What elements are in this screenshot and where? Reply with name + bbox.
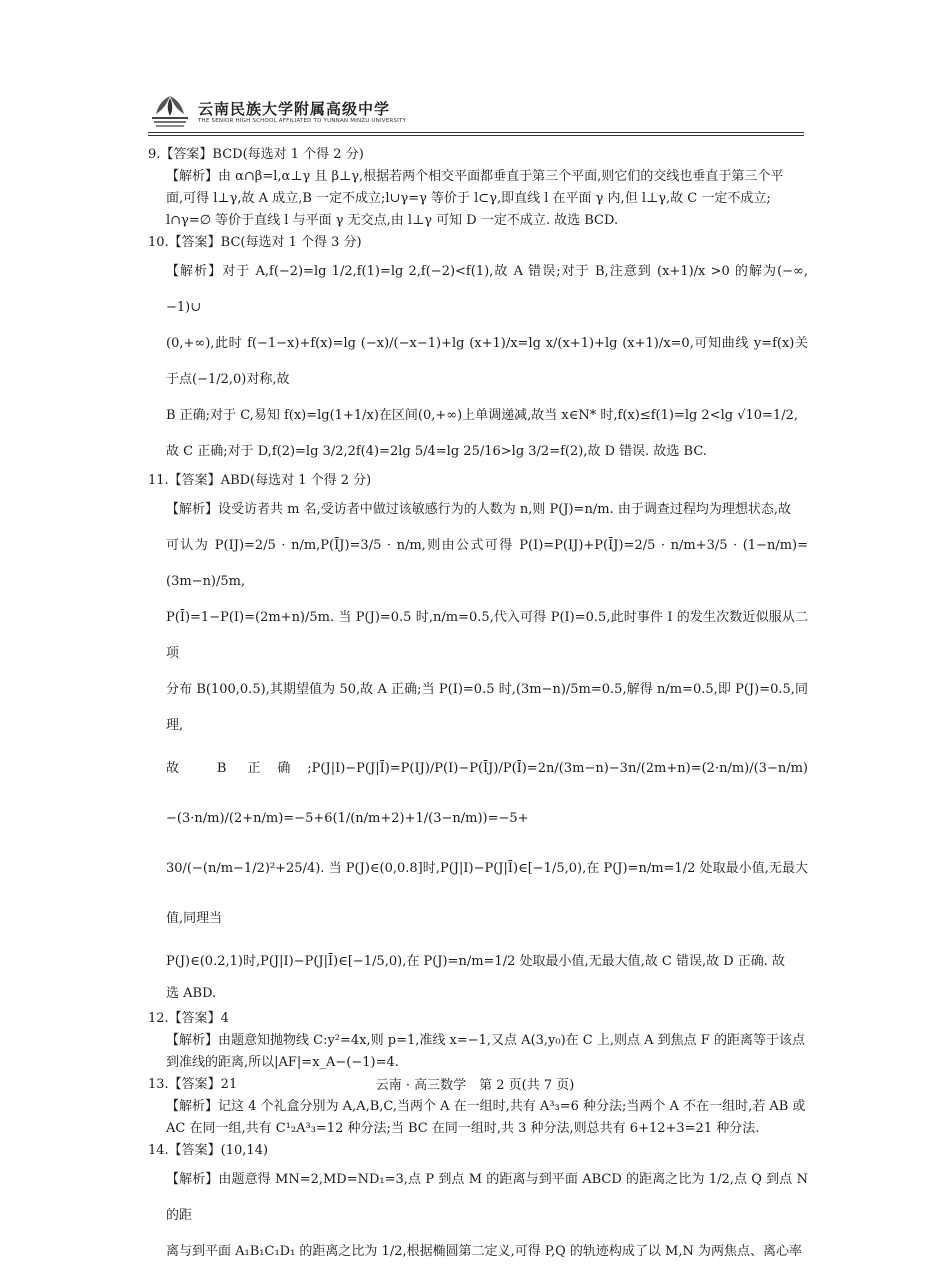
explanation-line: 【解析】记这 4 个礼盒分别为 A,A,B,C,当两个 A 在一组时,共有 A³₃=6 种分法;当两个 A 不在一组时,若 AB 或 [166,1099,806,1114]
answer-line: 11.【答案】ABD(每选对 1 个得 2 分) [148,473,372,488]
school-logo-icon [148,92,192,130]
header-rule [148,132,804,133]
answer-line: 10.【答案】BC(每选对 1 个得 3 分) [148,235,362,250]
header-rule-thin [148,135,804,136]
school-name-en: THE SENIOR HIGH SCHOOL AFFILIATED TO YUNNAN MINZU UNIVERSITY [198,118,407,124]
explanation-line: 【解析】由 α∩β=l,α⊥γ 且 β⊥γ,根据若两个相交平面都垂直于第三个平面,则它们的交线也垂直于第三个平 [166,169,784,184]
explanation-line: 【解析】设受访者共 m 名,受访者中做过该敏感行为的人数为 n,则 P(J)=n/m. 由于调查过程均为理想状态,故 [166,502,791,517]
page-header [148,92,804,132]
explanation-line: 分布 B(100,0.5),其期望值为 50,故 A 正确;当 P(I)=0.5 时,(3m−n)/5m=0.5,解得 n/m=0.5,即 P(J)=0.5,同理, [166,682,808,733]
explanation-line: 故 C 正确;对于 D,f(2)=lg 3/2,2f(4)=2lg 5/4=lg 25/16>lg 3/2=f(2),故 D 错误. 故选 BC. [166,444,707,459]
question-11 [148,470,808,1008]
explanation-line: 可认为 P(IJ)=2/5 · n/m,P(ĪJ)=3/5 · n/m,则由公式可得 P(I)=P(IJ)+P(ĪJ)=2/5 · n/m+3/5 · (1−n/m)=(3m−n)/5m, [166,538,808,589]
answer-line: 13.【答案】21 [148,1077,238,1092]
explanation-line: l∩γ=∅ 等价于直线 l 与平面 γ 无交点,由 l⊥γ 可知 D 一定不成立. 故选 BCD. [166,213,619,228]
explanation-line: (0,+∞),此时 f(−1−x)+f(x)=lg (−x)/(−x−1)+lg (x+1)/x=lg x/(x+1)+lg (x+1)/x=0,可知曲线 y=f(x)关于点(−1/2,0)对称,故 [166,336,808,387]
question-14 [148,1140,808,1270]
explanation-line: AC 在同一组,共有 C¹₂A³₃=12 种分法;当 BC 在同一组时,共 3 种分法,则总共有 6+12+3=21 种分法. [166,1121,760,1136]
answer-line: 9.【答案】BCD(每选对 1 个得 2 分) [148,147,364,162]
explanation-line: 【解析】对于 A,f(−2)=lg 1/2,f(1)=lg 2,f(−2)<f(1),故 A 错误;对于 B,注意到 (x+1)/x >0 的解为(−∞,−1)∪ [166,264,808,315]
school-name-cn: 云南民族大学附属高级中学 [198,100,391,118]
explanation-line: 离与到平面 A₁B₁C₁D₁ 的距离之比为 1/2,根据椭圆第二定义,可得 P,Q 的轨迹构成了以 M,N 为两焦点、离心率 [166,1244,802,1259]
answer-line: 14.【答案】(10,14) [148,1143,269,1158]
explanation-line: 30/(−(n/m−1/2)²+25/4). 当 P(J)∈(0,0.8]时,P(J|I)−P(J|Ī)∈[−1/5,0),在 P(J)=n/m=1/2 处取最小值,无最大值,同理当 [166,861,808,926]
explanation-line: 故 B 正确;P(J|I)−P(J|Ī)=P(IJ)/P(I)−P(ĪJ)/P(Ī)=2n/(3m−n)−3n/(2m+n)=(2·n/m)/(3−n/m)−(3·n/m)/(2+n/m)=−5+6(1/(n/m+2)+1/(3−n/m))=−5+ [166,761,808,826]
explanation-line: 选 ABD. [166,986,217,1001]
page-footer: 云南 · 高三数学 第 2 页(共 7 页) [375,1078,575,1093]
question-9 [148,144,808,232]
explanation-line: 到准线的距离,所以|AF|=x_A−(−1)=4. [166,1055,399,1070]
explanation-line: 【解析】由题意知抛物线 C:y²=4x,则 p=1,准线 x=−1,又点 A(3,y₀)在 C 上,则点 A 到焦点 F 的距离等于该点 [166,1033,805,1048]
explanation-line: P(J)∈(0.2,1)时,P(J|I)−P(J|Ī)∈[−1/5,0),在 P(J)=n/m=1/2 处取最小值,无最大值,故 C 错误,故 D 正确. 故 [166,954,786,969]
question-10 [148,232,808,470]
explanation-line: B 正确;对于 C,易知 f(x)=lg(1+1/x)在区间(0,+∞)上单调递减,故当 x∈N* 时,f(x)≤f(1)=lg 2<lg √10=1/2, [166,408,798,423]
question-12 [148,1008,808,1074]
explanation-line: 【解析】由题意得 MN=2,MD=ND₁=3,点 P 到点 M 的距离与到平面 ABCD 的距离之比为 1/2,点 Q 到点 N 的距 [166,1172,808,1223]
explanation-line: P(Ī)=1−P(I)=(2m+n)/5m. 当 P(J)=0.5 时,n/m=0.5,代入可得 P(I)=0.5,此时事件 I 的发生次数近似服从二项 [166,610,808,661]
answer-content [148,144,808,1270]
explanation-line: 面,可得 l⊥γ,故 A 成立,B 一定不成立;l∪γ=γ 等价于 l⊂γ,即直线 l 在平面 γ 内,但 l⊥γ,故 C 一定不成立; [166,191,771,206]
answer-line: 12.【答案】4 [148,1011,229,1026]
